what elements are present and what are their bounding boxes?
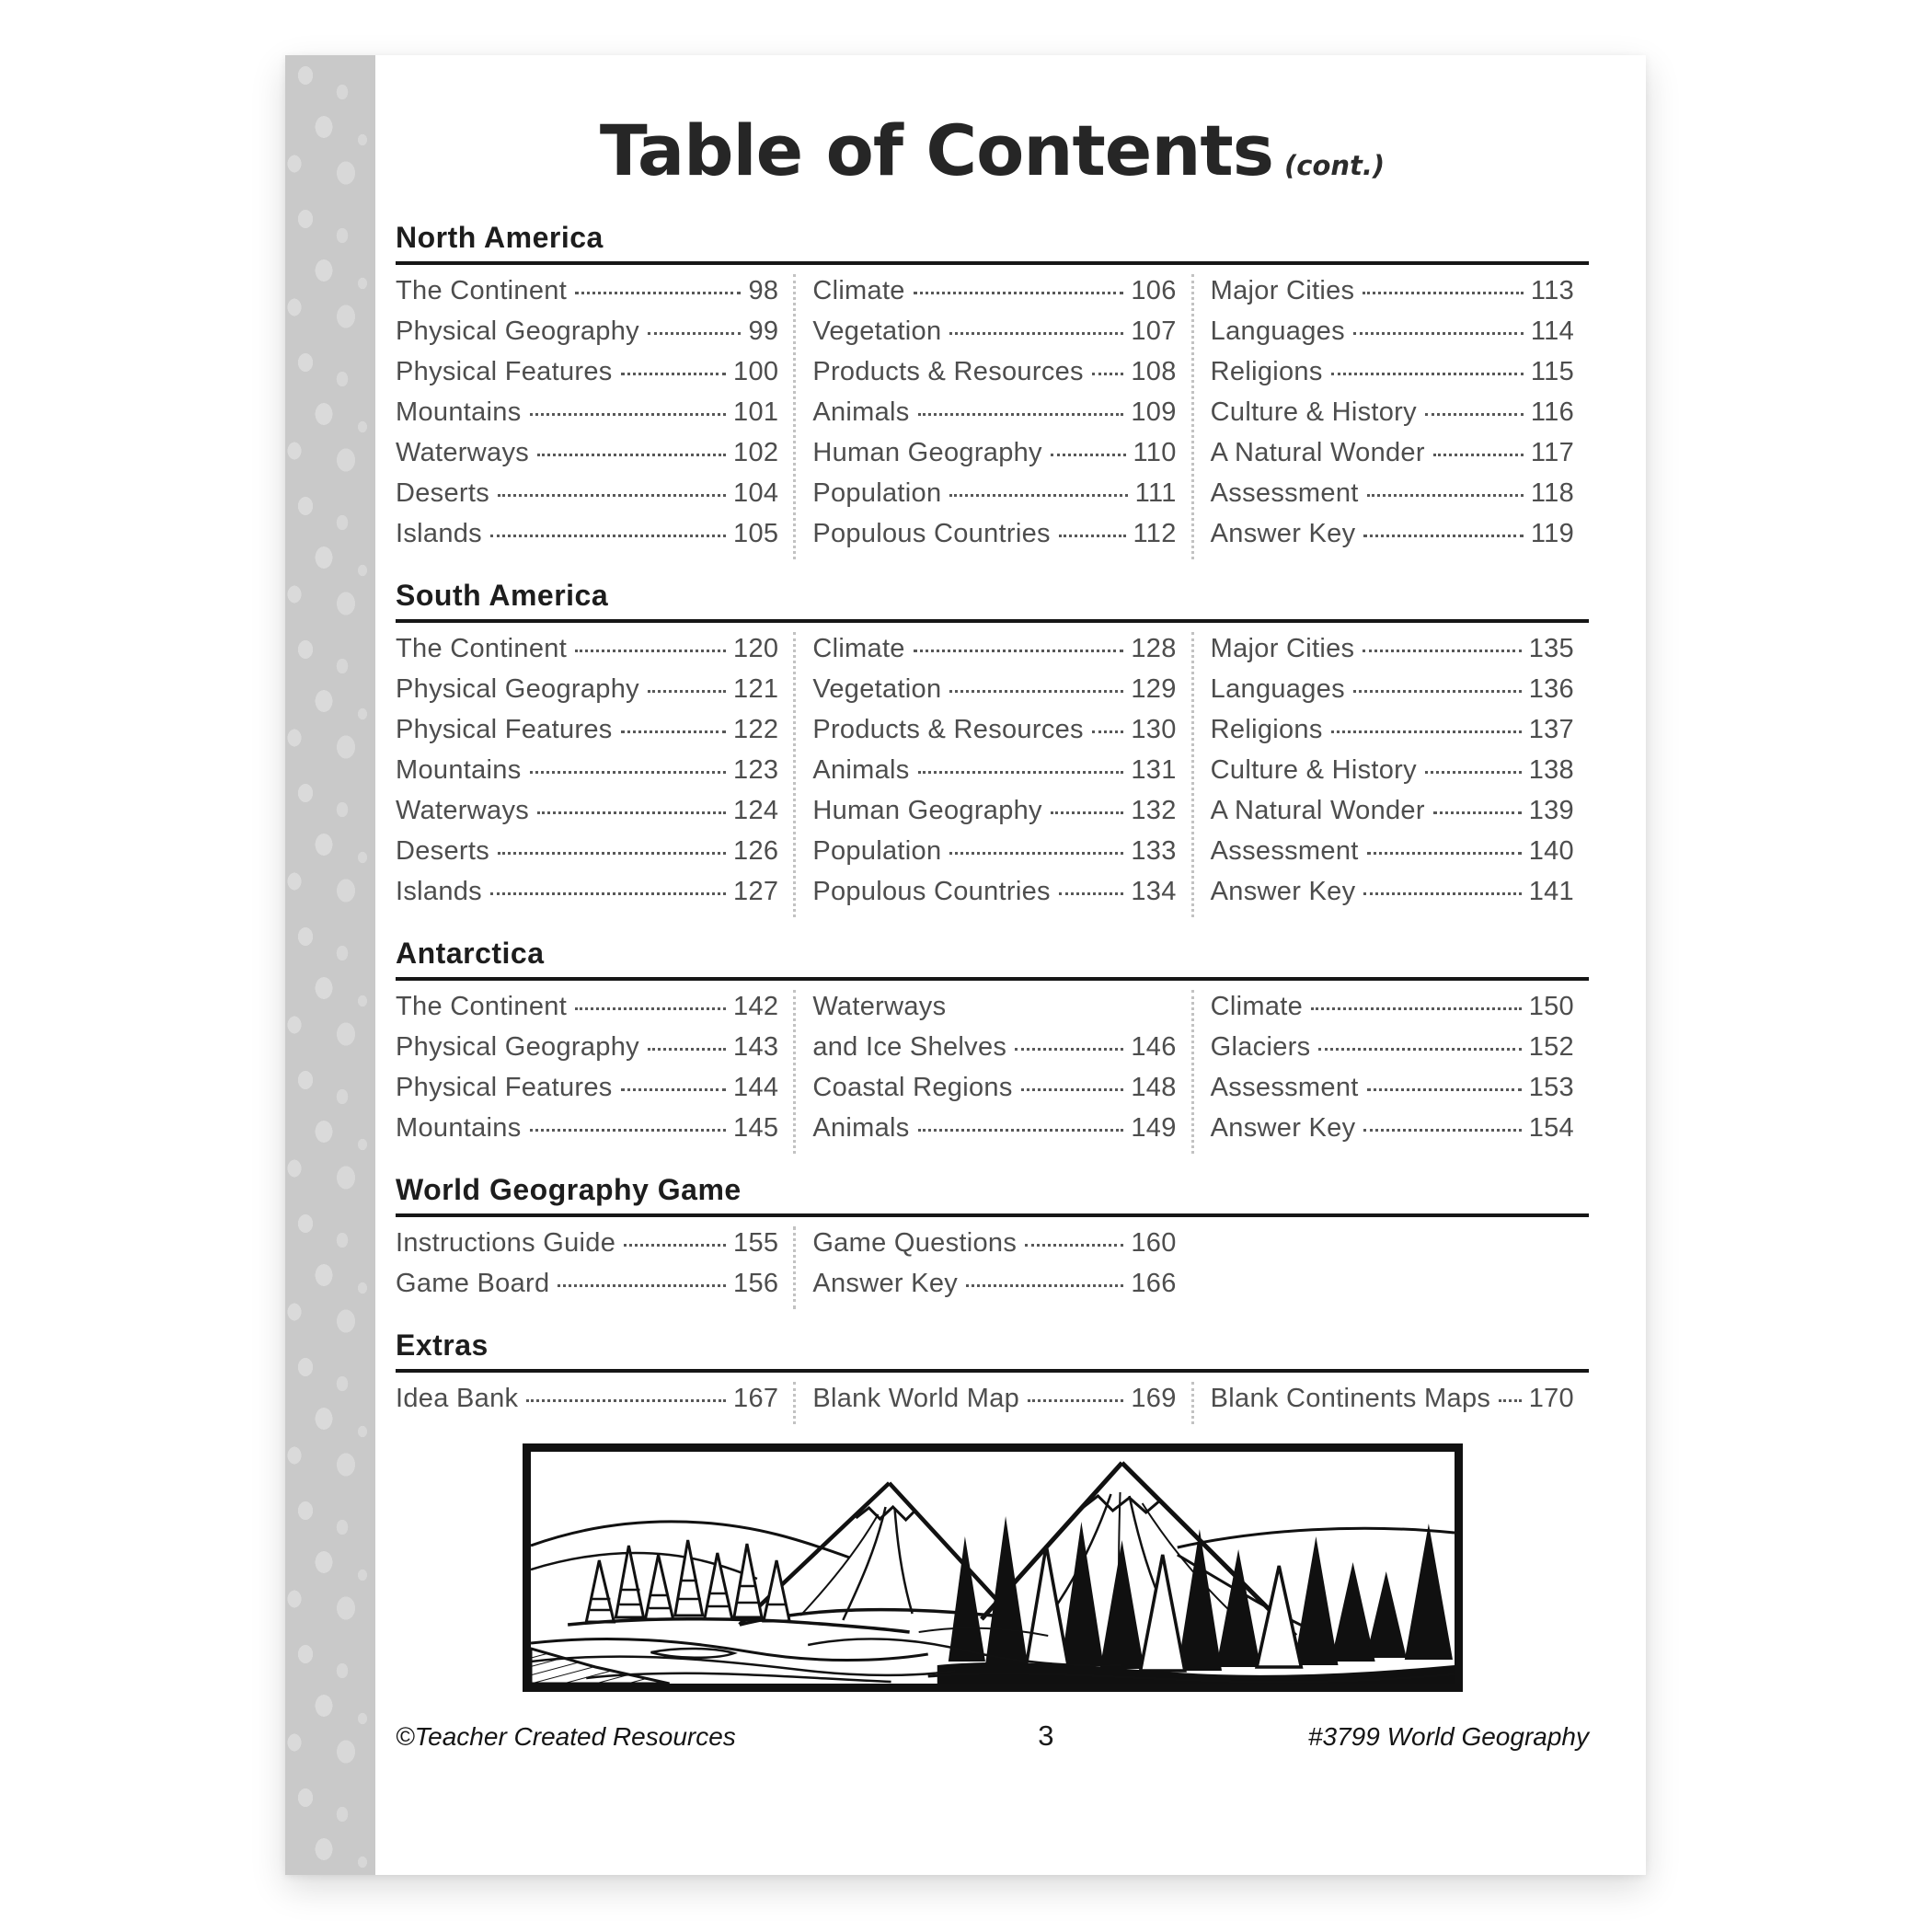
dotted-leader — [490, 892, 726, 895]
toc-entry — [396, 1269, 778, 1309]
toc-column — [1191, 1382, 1589, 1424]
toc-entry-label: Deserts — [396, 835, 490, 866]
toc-entry — [812, 1269, 1176, 1309]
toc-entry-page: 118 — [1530, 477, 1574, 508]
toc-entry-label: Physical Features — [396, 714, 613, 744]
footer-page-number: 3 — [1038, 1719, 1054, 1752]
dotted-leader — [624, 1244, 726, 1247]
toc-entry — [396, 992, 778, 1032]
toc-entry-label: Islands — [396, 518, 482, 548]
toc-sections — [396, 221, 1589, 1424]
toc-entry — [812, 276, 1176, 316]
dotted-leader — [575, 650, 726, 652]
dotted-leader — [537, 811, 726, 814]
toc-entry-page: 139 — [1528, 795, 1574, 825]
toc-entry-page: 113 — [1530, 275, 1574, 305]
toc-section — [396, 221, 1589, 559]
dotted-leader — [490, 535, 726, 537]
toc-entry-page: 98 — [748, 275, 779, 305]
toc-entry — [1211, 478, 1574, 519]
toc-entry-page: 126 — [733, 835, 779, 866]
toc-entry-label: Religions — [1210, 714, 1323, 744]
toc-entry-page: 105 — [733, 518, 779, 548]
dotted-leader — [1363, 892, 1521, 895]
toc-entry — [1211, 715, 1574, 755]
dotted-leader — [1363, 1129, 1521, 1132]
toc-entry — [812, 1113, 1176, 1154]
toc-entry-label: Religions — [1210, 356, 1323, 386]
landscape-illustration — [523, 1443, 1463, 1692]
dotted-leader — [1367, 494, 1524, 497]
dotted-leader — [949, 852, 1123, 855]
toc-entry — [812, 519, 1176, 559]
toc-entry-label: Answer Key — [1210, 518, 1356, 548]
toc-entry — [812, 877, 1176, 917]
toc-entry-label: Human Geography — [812, 437, 1042, 467]
toc-entry-page: 132 — [1131, 795, 1177, 825]
toc-entry — [812, 316, 1176, 357]
toc-entry-label: Population — [812, 477, 942, 508]
toc-entry-label: Populous Countries — [812, 876, 1051, 906]
toc-section — [396, 1173, 1589, 1309]
toc-entry — [1211, 438, 1574, 478]
toc-entry-page: 141 — [1528, 876, 1574, 906]
dotted-leader — [575, 292, 741, 294]
toc-entry-label: Human Geography — [812, 795, 1042, 825]
toc-entry — [812, 478, 1176, 519]
toc-entry — [396, 519, 778, 559]
dotted-leader — [1059, 892, 1124, 895]
toc-entry — [396, 1073, 778, 1113]
toc-entry-page: 169 — [1131, 1383, 1177, 1413]
toc-entry-page: 128 — [1131, 633, 1177, 663]
halftone-dot-strip — [285, 55, 375, 1875]
dotted-leader — [1425, 413, 1524, 416]
toc-entry-label: Assessment — [1210, 477, 1359, 508]
toc-column — [1191, 274, 1589, 559]
dotted-leader — [1363, 292, 1524, 294]
dotted-leader — [1353, 690, 1522, 693]
toc-entry-page: 131 — [1131, 754, 1177, 785]
toc-entry-page: 167 — [733, 1383, 779, 1413]
page-content — [396, 99, 1589, 1838]
toc-columns — [396, 1226, 1589, 1309]
dotted-leader — [1363, 650, 1521, 652]
toc-entry-page: 166 — [1131, 1268, 1177, 1298]
toc-entry — [1211, 397, 1574, 438]
toc-entry — [396, 438, 778, 478]
section-heading: South America — [396, 579, 1589, 623]
toc-entry — [812, 755, 1176, 796]
toc-entry — [396, 755, 778, 796]
toc-entry — [812, 674, 1176, 715]
toc-section — [396, 1328, 1589, 1424]
dotted-leader — [498, 852, 726, 855]
toc-entry-label: The Continent — [396, 991, 568, 1021]
toc-entry-page: 142 — [733, 991, 779, 1021]
dotted-leader — [1331, 730, 1522, 733]
toc-entry-page: 99 — [748, 316, 779, 346]
toc-entry-label: Physical Geography — [396, 673, 639, 704]
dotted-leader — [1021, 1088, 1124, 1091]
dotted-leader — [621, 373, 726, 375]
page-title-text: Table of Contents — [599, 109, 1273, 191]
toc-entry-page: 152 — [1528, 1031, 1574, 1062]
toc-entry-page: 122 — [733, 714, 779, 744]
toc-column — [396, 1382, 793, 1424]
toc-entry-label: Products & Resources — [812, 714, 1084, 744]
toc-entry-label: Culture & History — [1210, 754, 1417, 785]
toc-entry — [396, 877, 778, 917]
toc-entry-page: 156 — [733, 1268, 779, 1298]
toc-entry — [396, 796, 778, 836]
toc-entry-label: Products & Resources — [812, 356, 1084, 386]
toc-column — [396, 1226, 793, 1309]
toc-entry-page: 145 — [733, 1112, 779, 1143]
dotted-leader — [530, 1129, 727, 1132]
toc-entry-page: 110 — [1133, 437, 1177, 467]
toc-column — [793, 1226, 1190, 1309]
toc-columns — [396, 1382, 1589, 1424]
page-title — [396, 109, 1589, 191]
toc-entry-label: Climate — [812, 275, 905, 305]
toc-entry-page: 138 — [1528, 754, 1574, 785]
toc-entry-label: A Natural Wonder — [1210, 437, 1425, 467]
dotted-leader — [1318, 1048, 1521, 1051]
toc-entry — [812, 796, 1176, 836]
toc-entry — [812, 438, 1176, 478]
toc-entry-label: Culture & History — [1210, 397, 1417, 427]
toc-entry-page: 148 — [1131, 1072, 1177, 1102]
dotted-leader — [648, 332, 742, 335]
dotted-leader — [1367, 1088, 1522, 1091]
dotted-leader — [537, 454, 726, 456]
toc-entry-label: Answer Key — [1210, 1112, 1356, 1143]
toc-entry-label: Animals — [812, 1112, 910, 1143]
toc-columns — [396, 274, 1589, 559]
toc-entry-label: A Natural Wonder — [1210, 795, 1425, 825]
toc-entry-label: Languages — [1210, 673, 1345, 704]
toc-entry-label: Waterways — [396, 437, 530, 467]
toc-entry — [1211, 836, 1574, 877]
toc-entry-page: 137 — [1528, 714, 1574, 744]
toc-entry — [812, 634, 1176, 674]
toc-column — [396, 274, 793, 559]
dotted-leader — [949, 332, 1123, 335]
toc-column — [793, 990, 1190, 1154]
toc-entry-label: Blank World Map — [812, 1383, 1020, 1413]
toc-entry-label: Physical Features — [396, 356, 613, 386]
toc-entry-label: The Continent — [396, 633, 568, 663]
toc-column — [793, 274, 1190, 559]
toc-entry-label: Glaciers — [1210, 1031, 1311, 1062]
toc-entry — [1211, 1032, 1574, 1073]
toc-entry-page: 154 — [1528, 1112, 1574, 1143]
toc-entry-label: Mountains — [396, 754, 522, 785]
toc-entry — [812, 1073, 1176, 1113]
toc-entry-label: Mountains — [396, 397, 522, 427]
section-heading: North America — [396, 221, 1589, 265]
dotted-leader — [621, 730, 726, 733]
toc-entry-label: Major Cities — [1210, 633, 1355, 663]
toc-entry — [812, 1384, 1176, 1424]
dotted-leader — [1331, 373, 1524, 375]
page-footer — [396, 1719, 1589, 1753]
toc-entry — [396, 478, 778, 519]
toc-entry-label: Answer Key — [1210, 876, 1356, 906]
toc-entry — [1211, 276, 1574, 316]
dotted-leader — [1425, 771, 1522, 774]
toc-entry-page: 109 — [1131, 397, 1177, 427]
dotted-leader — [1363, 535, 1523, 537]
toc-entry-page: 160 — [1131, 1227, 1177, 1258]
toc-entry-page: 123 — [733, 754, 779, 785]
dotted-leader — [1433, 811, 1522, 814]
toc-columns — [396, 632, 1589, 917]
toc-entry-label: Climate — [1210, 991, 1304, 1021]
toc-entry — [396, 1113, 778, 1154]
toc-entry — [1211, 1384, 1574, 1424]
toc-entry-page: 149 — [1131, 1112, 1177, 1143]
toc-entry-page: 143 — [733, 1031, 779, 1062]
toc-entry — [1211, 1113, 1574, 1154]
toc-entry-page: 111 — [1134, 477, 1177, 508]
toc-entry-page: 112 — [1133, 518, 1177, 548]
toc-entry-label: Blank Continents Maps — [1210, 1383, 1491, 1413]
toc-entry — [812, 715, 1176, 755]
toc-entry-label: Waterways — [396, 795, 530, 825]
dotted-leader — [575, 1007, 726, 1010]
dotted-leader — [1015, 1048, 1123, 1051]
dotted-leader — [558, 1284, 726, 1287]
toc-entry-label: Answer Key — [812, 1268, 959, 1298]
dotted-leader — [1092, 373, 1124, 375]
title-cont-label: (cont.) — [1284, 150, 1386, 181]
toc-entry — [396, 1032, 778, 1073]
dotted-leader — [648, 690, 726, 693]
toc-entry-label: Game Questions — [812, 1227, 1018, 1258]
toc-entry-label: Assessment — [1210, 835, 1359, 866]
toc-entry-page: 106 — [1131, 275, 1177, 305]
dotted-leader — [1028, 1399, 1123, 1402]
toc-entry-label: Physical Features — [396, 1072, 613, 1102]
toc-entry-label: Populous Countries — [812, 518, 1051, 548]
dotted-leader — [1367, 852, 1522, 855]
toc-column — [793, 632, 1190, 917]
toc-entry — [1211, 755, 1574, 796]
toc-entry — [1211, 877, 1574, 917]
dotted-leader — [498, 494, 726, 497]
dotted-leader — [1092, 730, 1124, 733]
toc-entry — [1211, 674, 1574, 715]
toc-entry-page: 133 — [1131, 835, 1177, 866]
dotted-leader — [648, 1048, 726, 1051]
toc-columns — [396, 990, 1589, 1154]
dotted-leader — [530, 771, 727, 774]
toc-entry-label: and Ice Shelves — [812, 1031, 1007, 1062]
dotted-leader — [1059, 535, 1126, 537]
toc-entry-page: 124 — [733, 795, 779, 825]
book-page — [285, 55, 1646, 1875]
toc-entry — [812, 992, 1176, 1032]
toc-entry-page: 119 — [1530, 518, 1574, 548]
toc-entry — [812, 836, 1176, 877]
toc-entry — [396, 1228, 778, 1269]
footer-book-id: #3799 World Geography — [1307, 1721, 1589, 1751]
toc-entry-label: Languages — [1210, 316, 1345, 346]
toc-column — [396, 632, 793, 917]
toc-entry-label: Vegetation — [812, 316, 942, 346]
dotted-leader — [966, 1284, 1123, 1287]
toc-entry-label: Animals — [812, 397, 910, 427]
toc-section — [396, 579, 1589, 917]
dotted-leader — [621, 1088, 726, 1091]
toc-entry-page: 155 — [733, 1227, 779, 1258]
toc-entry — [396, 715, 778, 755]
toc-entry-page: 135 — [1528, 633, 1574, 663]
toc-entry-page: 153 — [1528, 1072, 1574, 1102]
dotted-leader — [526, 1399, 726, 1402]
toc-entry-label: Mountains — [396, 1112, 522, 1143]
toc-entry-page: 129 — [1131, 673, 1177, 704]
section-heading: Extras — [396, 1328, 1589, 1373]
toc-entry-page: 130 — [1131, 714, 1177, 744]
toc-entry-label: Population — [812, 835, 942, 866]
dotted-leader — [914, 650, 1124, 652]
toc-entry — [396, 316, 778, 357]
toc-entry-page: 134 — [1131, 876, 1177, 906]
footer-copyright: ©Teacher Created Resources — [396, 1721, 736, 1751]
toc-column — [1191, 990, 1589, 1154]
toc-entry — [1211, 1073, 1574, 1113]
toc-entry-label: Game Board — [396, 1268, 550, 1298]
toc-entry — [396, 397, 778, 438]
dotted-leader — [914, 292, 1124, 294]
toc-entry-page: 127 — [733, 876, 779, 906]
toc-entry — [1211, 357, 1574, 397]
toc-entry — [396, 634, 778, 674]
toc-entry-page: 102 — [733, 437, 779, 467]
toc-entry — [1211, 634, 1574, 674]
toc-entry-label: Physical Geography — [396, 1031, 639, 1062]
dotted-leader — [1433, 454, 1524, 456]
toc-entry-page: 170 — [1528, 1383, 1574, 1413]
toc-entry-page: 117 — [1530, 437, 1574, 467]
toc-entry — [1211, 796, 1574, 836]
toc-entry-page: 100 — [733, 356, 779, 386]
toc-entry-page: 120 — [733, 633, 779, 663]
toc-entry-label: Coastal Regions — [812, 1072, 1013, 1102]
toc-entry-label: Deserts — [396, 477, 490, 508]
toc-entry-label: Instructions Guide — [396, 1227, 616, 1258]
toc-entry-label: Islands — [396, 876, 482, 906]
dotted-leader — [1499, 1399, 1522, 1402]
dotted-leader — [1051, 811, 1124, 814]
toc-entry — [812, 1228, 1176, 1269]
toc-column — [1191, 1226, 1589, 1309]
dotted-leader — [918, 771, 1124, 774]
toc-entry-page: 114 — [1530, 316, 1574, 346]
dotted-leader — [530, 413, 727, 416]
toc-section — [396, 937, 1589, 1154]
dotted-leader — [949, 494, 1127, 497]
toc-entry — [396, 836, 778, 877]
toc-column — [793, 1382, 1190, 1424]
toc-entry — [812, 397, 1176, 438]
dotted-leader — [949, 690, 1123, 693]
toc-entry — [396, 1384, 778, 1424]
toc-entry-page: 101 — [733, 397, 779, 427]
toc-entry — [1211, 519, 1574, 559]
dotted-leader — [1311, 1007, 1522, 1010]
dotted-leader — [1353, 332, 1524, 335]
toc-entry — [396, 357, 778, 397]
toc-entry — [1211, 992, 1574, 1032]
toc-entry-label: The Continent — [396, 275, 568, 305]
toc-entry-label: Vegetation — [812, 673, 942, 704]
toc-entry-label: Climate — [812, 633, 905, 663]
dotted-leader — [918, 1129, 1124, 1132]
toc-column — [396, 990, 793, 1154]
toc-entry-label: Idea Bank — [396, 1383, 519, 1413]
toc-entry-page: 146 — [1131, 1031, 1177, 1062]
section-heading: Antarctica — [396, 937, 1589, 981]
toc-entry-page: 140 — [1528, 835, 1574, 866]
toc-entry-label: Waterways — [812, 991, 947, 1021]
toc-entry-page: 104 — [733, 477, 779, 508]
toc-entry-page: 116 — [1530, 397, 1574, 427]
toc-entry — [1211, 316, 1574, 357]
toc-entry — [396, 276, 778, 316]
dotted-leader — [1051, 454, 1126, 456]
toc-entry — [812, 1032, 1176, 1073]
toc-entry — [812, 357, 1176, 397]
toc-entry-page: 121 — [733, 673, 779, 704]
toc-entry-label: Animals — [812, 754, 910, 785]
toc-entry-page: 144 — [733, 1072, 779, 1102]
toc-entry-page: 150 — [1528, 991, 1574, 1021]
section-heading: World Geography Game — [396, 1173, 1589, 1217]
toc-entry-page: 108 — [1131, 356, 1177, 386]
toc-entry-label: Physical Geography — [396, 316, 639, 346]
dotted-leader — [918, 413, 1124, 416]
toc-entry-label: Major Cities — [1210, 275, 1355, 305]
toc-entry-page: 136 — [1528, 673, 1574, 704]
toc-entry-label: Assessment — [1210, 1072, 1359, 1102]
dotted-leader — [1025, 1244, 1123, 1247]
toc-entry — [396, 674, 778, 715]
toc-entry-page: 115 — [1530, 356, 1574, 386]
toc-column — [1191, 632, 1589, 917]
landscape-drawing — [531, 1452, 1455, 1684]
toc-entry-page: 107 — [1131, 316, 1177, 346]
